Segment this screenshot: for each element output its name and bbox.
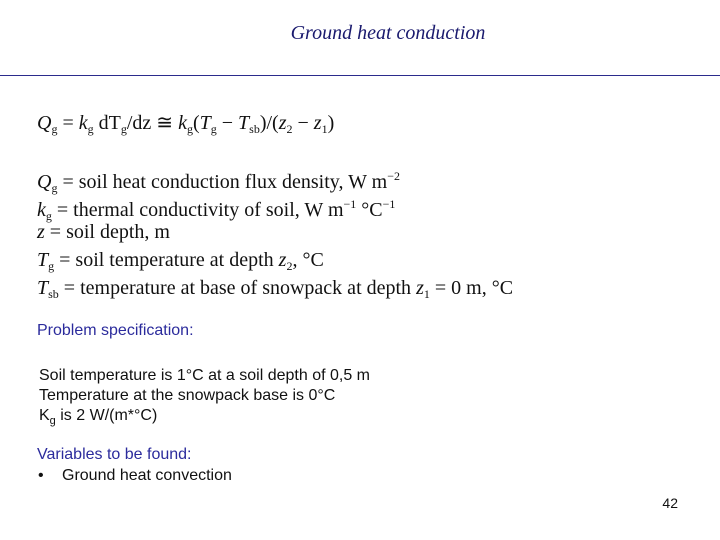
page-number: 42 [662, 495, 678, 511]
variables-list [38, 467, 232, 485]
list-item: • Ground heat convection [38, 467, 232, 484]
definition-kg: $k_g$ = thermal conductivity of soil, W $m^{-1}$ $^\circ C^{-1}$ [37, 197, 396, 223]
variables-heading: Variables to be found: [37, 446, 192, 463]
title-divider [0, 75, 720, 76]
problem-specification-heading: Problem specification: [37, 322, 194, 339]
bullet-icon: • [38, 467, 44, 484]
heat-conduction-equation: $Q_g = k_g$ $dT_g/dz$ ≅ $k_g(T_g - T_{sb})/(z_2 - z_1)$ [37, 112, 335, 136]
definition-z: z = soil depth, m [37, 221, 170, 243]
spec-line-snowpack-temperature: Temperature at the snowpack base is 0°C [39, 387, 336, 404]
definition-qg: $Q_g$ = soil heat conduction flux density, W $m^{-2}$ [37, 169, 400, 195]
spec-line-conductivity: $K_g$ is 2 W/(m*°C) [39, 407, 158, 427]
variable-definitions [37, 162, 513, 302]
definition-tg: $T_g$ = soil temperature at depth $z_2$, °C [37, 249, 324, 273]
spec-line-soil-temperature: Soil temperature is 1°C at a soil depth of 0,5 m [39, 367, 371, 384]
slide-title: Ground heat conduction [290, 22, 486, 44]
definition-tsb: $T_{sb}$ = temperature at base of snowpack at depth $z_1 = 0$ m, °C [37, 277, 514, 301]
problem-specification [39, 366, 370, 431]
